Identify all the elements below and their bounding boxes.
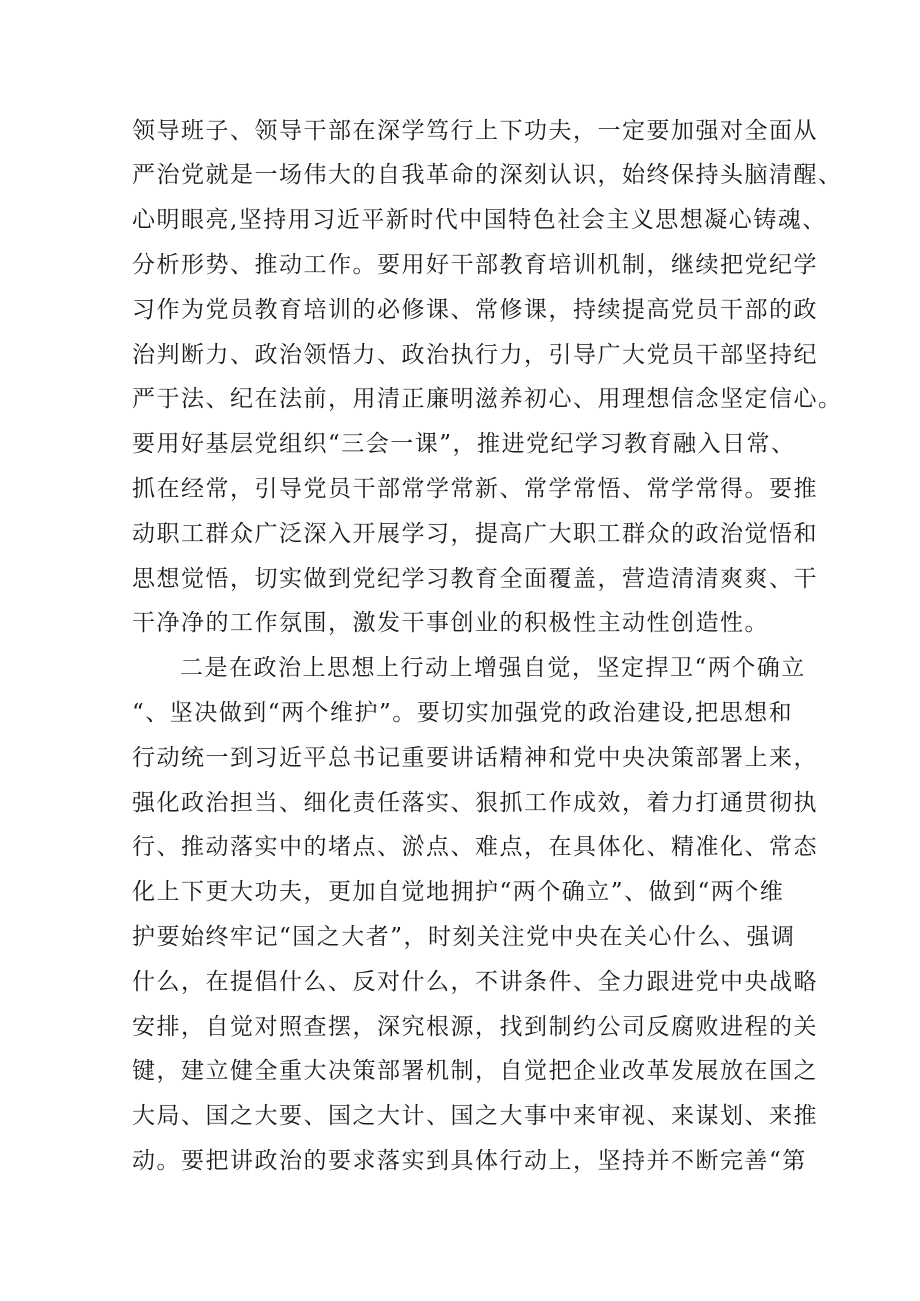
text-line: 护要始终牢记“国之大者”，时刻关注党中央在关心什么、强调 — [132, 924, 796, 950]
text-line: 分析形势、推动工作。要用好干部教育培训机制，继续把党纪学 — [132, 252, 818, 278]
text-line: 思想觉悟，切实做到党纪学习教育全面覆盖，营造清清爽爽、干 — [132, 566, 818, 592]
text-line: 行动统一到习近平总书记重要讲话精神和党中央决策部署上来， — [132, 745, 818, 771]
text-line: 键，建立健全重大决策部署机制，自觉把企业改革发展放在国之 — [132, 1058, 818, 1084]
text-line: 严治党就是一场伟大的自我革命的深刻认识，始终保持头脑清醒、 — [132, 162, 843, 188]
text-line: 治判断力、政治领悟力、政治执行力，引导广大党员干部坚持纪 — [132, 342, 818, 368]
text-line: 强化政治担当、细化责任落实、狠抓工作成效，着力打通贯彻执 — [132, 790, 818, 816]
text-line: “、坚决做到“两个维护”。要切实加强党的政治建设,把思想和 — [132, 700, 794, 726]
text-line: 习作为党员教育培训的必修课、常修课，持续提高党员干部的政 — [132, 297, 818, 323]
text-line: 严于法、纪在法前，用清正廉明滋养初心、用理想信念坚定信心。 — [132, 386, 843, 412]
text-line: 抓在经常，引导党员干部常学常新、常学常悟、常学常得。要推 — [132, 476, 818, 502]
text-line: 什么，在提倡什么、反对什么，不讲条件、全力跟进党中央战略 — [132, 969, 818, 995]
text-line: 领导班子、领导干部在深学笃行上下功夫，一定要加强对全面从 — [132, 118, 818, 144]
text-line: 化上下更大功夫，更加自觉地拥护“两个确立”、做到“两个维 — [132, 879, 785, 905]
paragraph-start-line: 二是在政治上思想上行动上增强自觉，坚定捍卫“两个确立 — [180, 655, 806, 681]
text-line: 动职工群众广泛深入开展学习，提高广大职工群众的政治觉悟和 — [132, 521, 818, 547]
text-line: 大局、国之大要、国之大计、国之大事中来审视、来谋划、来推 — [132, 1103, 818, 1129]
text-line: 干净净的工作氛围，激发干事创业的积极性主动性创造性。 — [132, 610, 769, 636]
text-line: 心明眼亮,坚持用习近平新时代中国特色社会主义思想凝心铸魂、 — [132, 207, 827, 233]
text-line: 安排，自觉对照查摆，深究根源，找到制约公司反腐败进程的关 — [132, 1014, 818, 1040]
text-line: 要用好基层党组织“三会一课”，推进党纪学习教育融入日常、 — [132, 431, 796, 457]
text-line: 动。要把讲政治的要求落实到具体行动上，坚持并不断完善“第 — [132, 1148, 807, 1174]
text-line: 行、推动落实中的堵点、淤点、难点，在具体化、精准化、常态 — [132, 834, 818, 860]
